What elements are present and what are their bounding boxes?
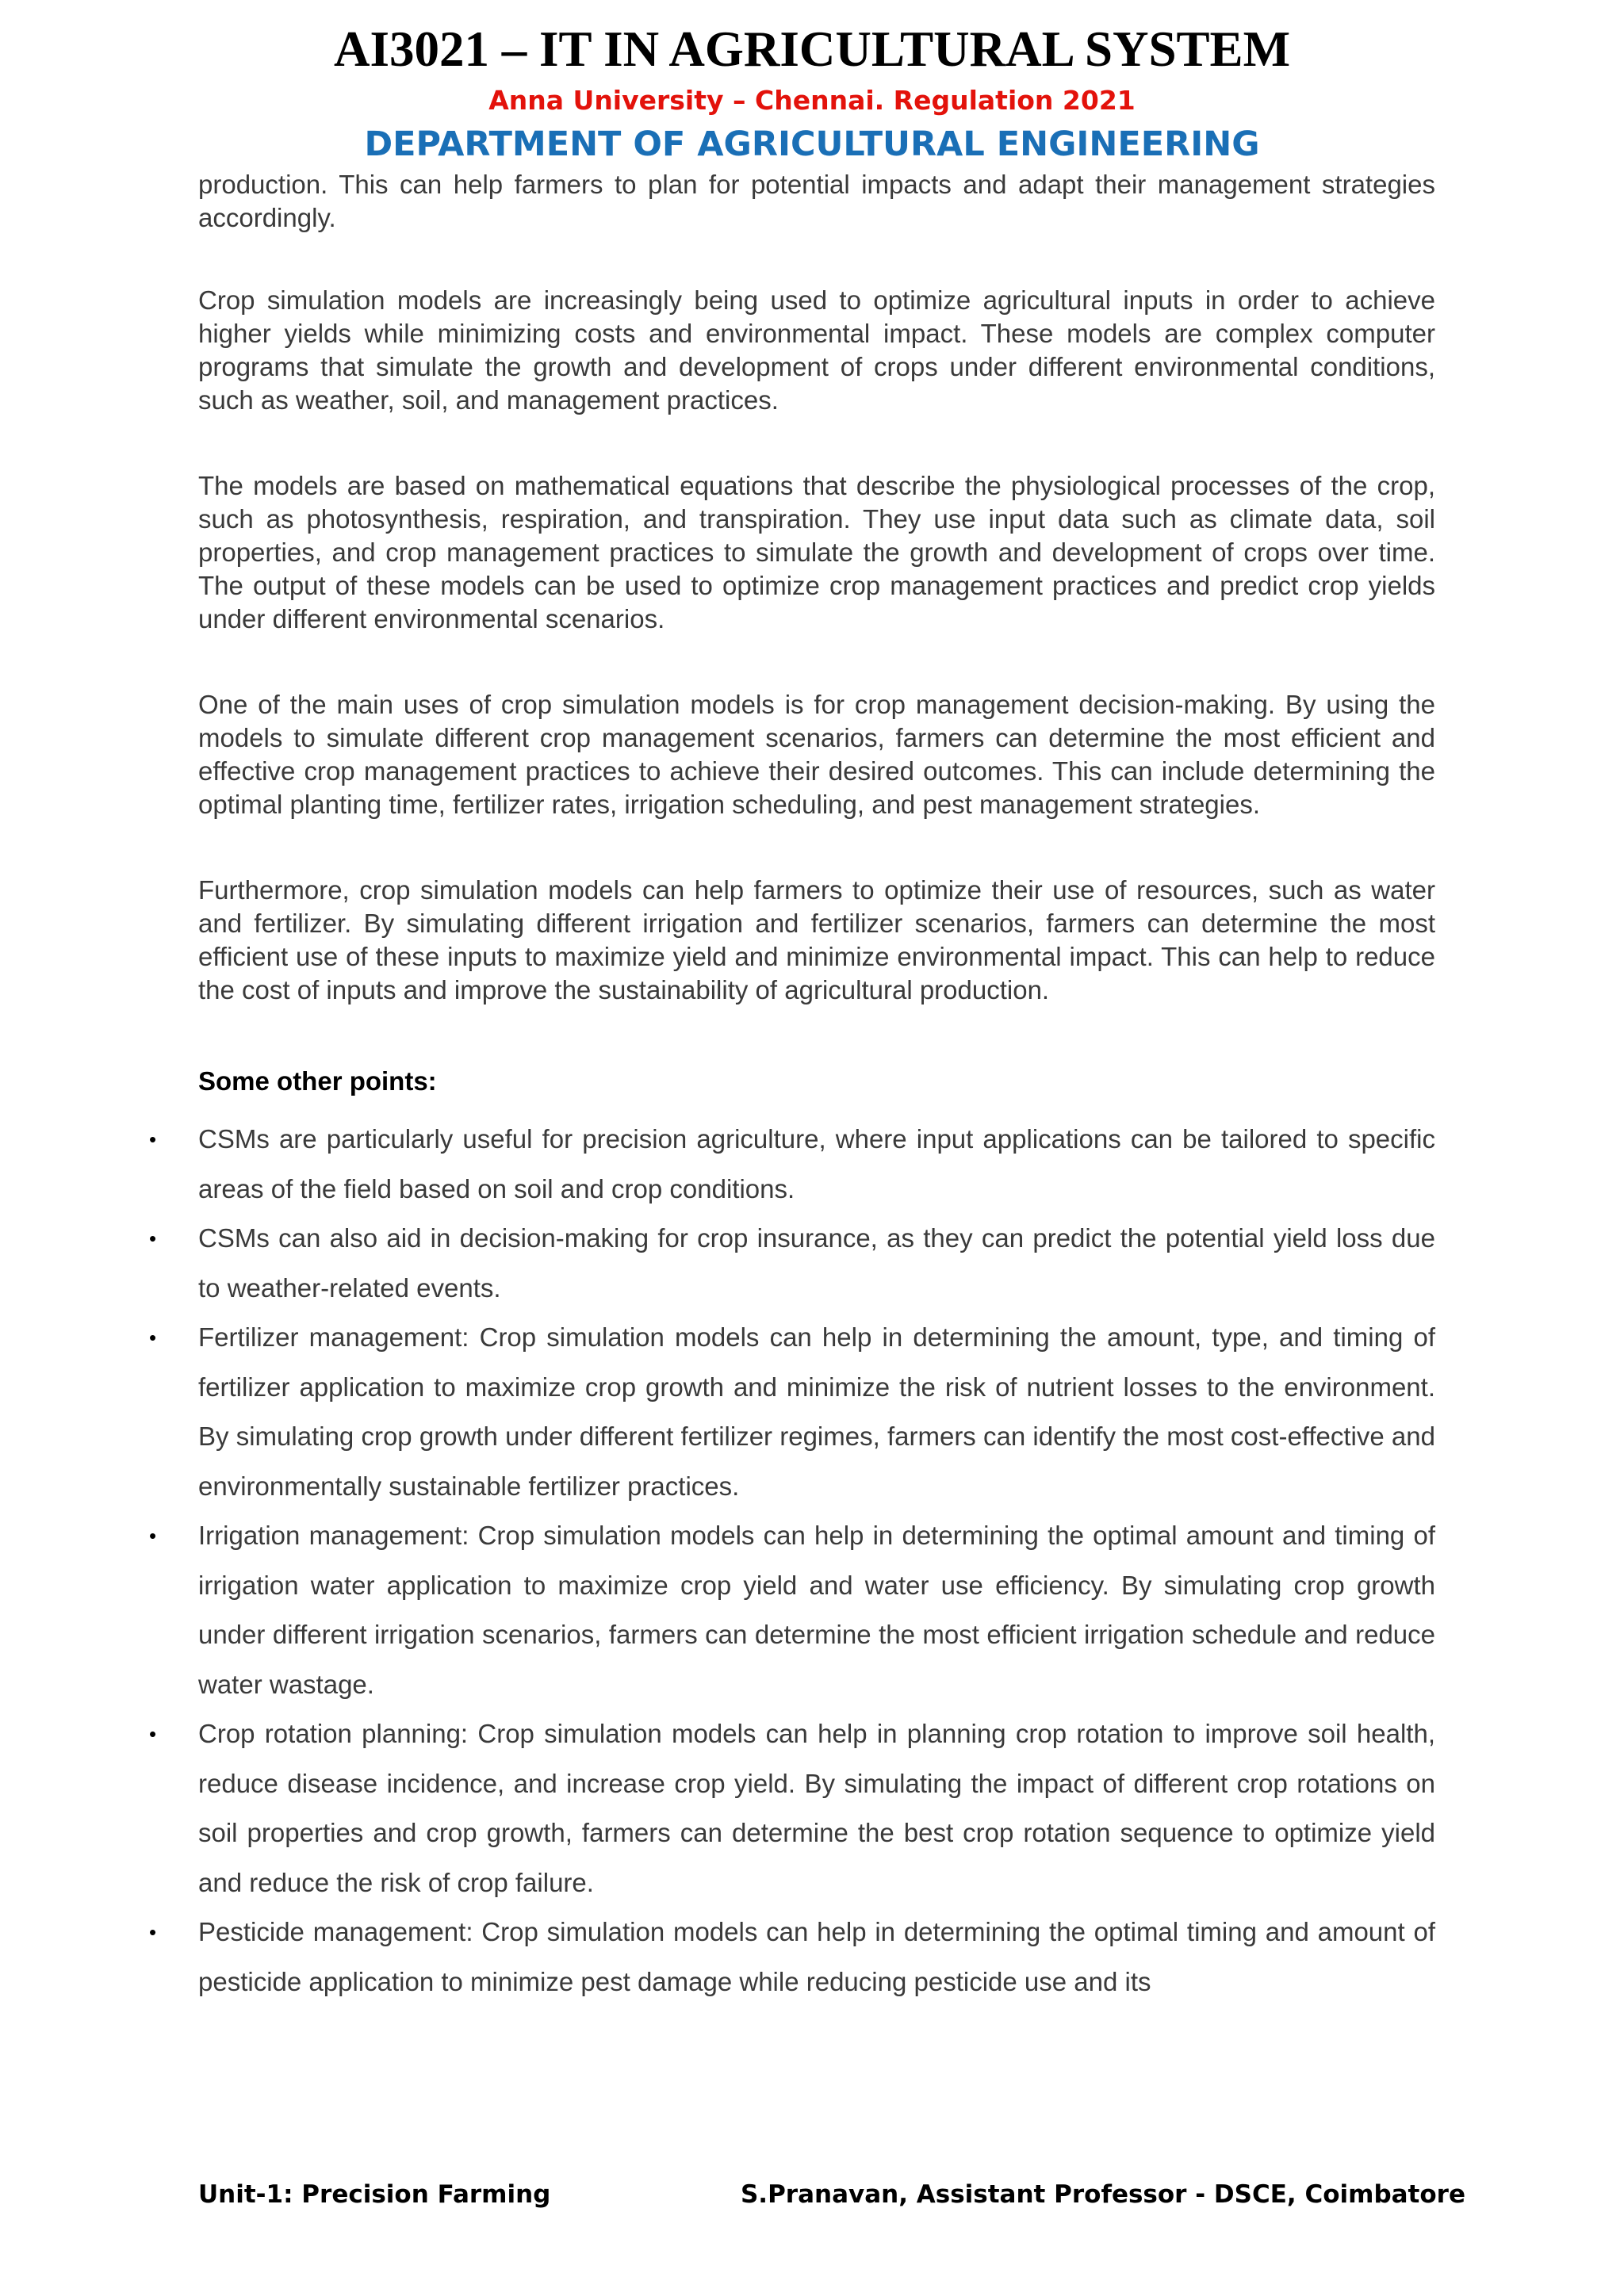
document-body [149, 168, 1435, 2007]
list-item-text: CSMs are particularly useful for precision agriculture, where input applications can be tailored to specific areas of the field based on soil and crop conditions. [198, 1124, 1435, 1203]
list-item [149, 1908, 1435, 2007]
list-item-text: Crop rotation planning: Crop simulation models can help in planning crop rotation to improve soil health, reduce disease incidence, and increase crop yield. By simulating the impact of different crop rotations on soil properties and crop growth, farmers can determine the best crop rotation sequence to optimize yield and reduce the risk of crop failure. [198, 1719, 1435, 1897]
list-item-text: Irrigation management: Crop simulation models can help in determining the optimal amount and timing of irrigation water application to maximize crop yield and water use efficiency. By simulating crop growth under different irrigation scenarios, farmers can determine the most efficient irrigation schedule and reduce water wastage. [198, 1521, 1435, 1699]
list-item-text: CSMs can also aid in decision-making for crop insurance, as they can predict the potential yield loss due to weather-related events. [198, 1223, 1435, 1303]
footer-author: S.Pranavan, Assistant Professor - DSCE, Coimbatore [740, 2180, 1465, 2209]
paragraph-continuation: production. This can help farmers to plan for potential impacts and adapt their management strategies accordingly. [198, 170, 1435, 232]
paragraph-decision-making: One of the main uses of crop simulation models is for crop management decision-making. By using the models to simulate different crop management scenarios, farmers can determine the most efficient and effective crop management practices to achieve their desired outcomes. This can include determining the optimal planting time, fertilizer rates, irrigation scheduling, and pest management strategies. [198, 690, 1435, 819]
paragraph-mathematical-models: The models are based on mathematical equations that describe the physiological processes of the crop, such as photosynthesis, respiration, and transpiration. They use input data such as climate data, soil properties, and crop management practices to simulate the growth and development of crops over time. The output of these models can be used to optimize crop management practices and predict crop yields under different environmental scenarios. [198, 471, 1435, 633]
section-heading: Some other points: [198, 1066, 437, 1096]
bullet-icon: • [149, 1722, 157, 1746]
bullet-icon: • [149, 1920, 157, 1944]
list-item [149, 1511, 1435, 1709]
list-item [149, 1214, 1435, 1313]
paragraph-resources: Furthermore, crop simulation models can help farmers to optimize their use of resources, such as water and fertilizer. By simulating different irrigation and fertilizer scenarios, farmers can determine the most efficient use of these inputs to maximize yield and minimize environmental impact. This can help to reduce the cost of inputs and improve the sustainability of agricultural production. [198, 875, 1435, 1004]
university-regulation: Anna University – Chennai. Regulation 2021 [488, 85, 1136, 116]
list-item [149, 1709, 1435, 1908]
course-title: AI3021 – IT IN AGRICULTURAL SYSTEM [333, 21, 1291, 77]
bullet-icon: • [149, 1524, 157, 1548]
footer-unit: Unit-1: Precision Farming [198, 2180, 551, 2209]
list-item [149, 1115, 1435, 1214]
bullet-icon: • [149, 1326, 157, 1349]
paragraph-optimize-inputs: Crop simulation models are increasingly being used to optimize agricultural inputs in order to achieve higher yields while minimizing costs and environmental impact. These models are complex computer programs that simulate the growth and development of crops under different environmental conditions, such as weather, soil, and management practices. [198, 285, 1435, 415]
page-header [0, 17, 1624, 168]
bullet-icon: • [149, 1127, 157, 1151]
list-item-text: Pesticide management: Crop simulation models can help in determining the optimal timing and amount of pesticide application to minimize pest damage while reducing pesticide use and its [198, 1917, 1435, 1996]
department-name: DEPARTMENT OF AGRICULTURAL ENGINEERING [364, 124, 1260, 164]
list-item [149, 1313, 1435, 1511]
bullet-icon: • [149, 1226, 157, 1250]
points-list [149, 1115, 1435, 2007]
list-item-text: Fertilizer management: Crop simulation models can help in determining the amount, type, and timing of fertilizer application to maximize crop growth and minimize the risk of nutrient losses to the environment. By simulating crop growth under different fertilizer regimes, farmers can identify the most cost-effective and environmentally sustainable fertilizer practices. [198, 1322, 1435, 1501]
